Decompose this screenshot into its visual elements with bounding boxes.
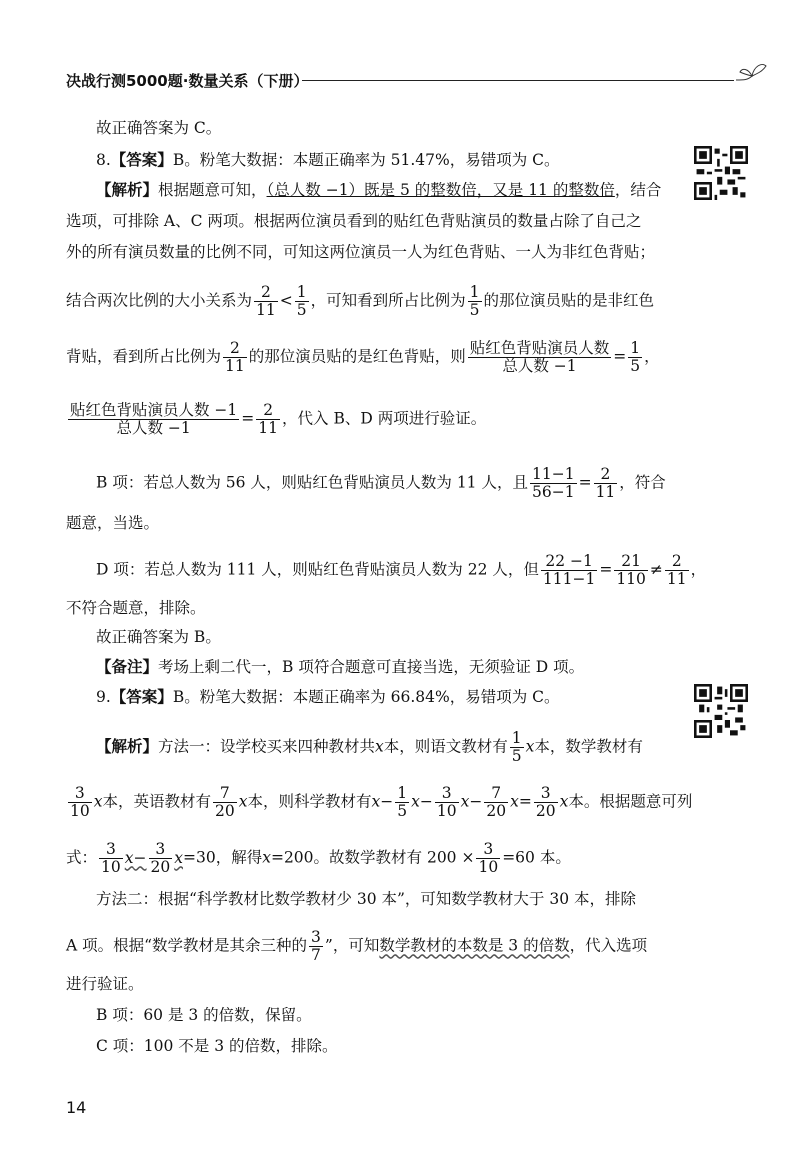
q9-answer: 9.【答案】B。粉笔大数据：本题正确率为 66.84%，易错项为 C。	[96, 687, 560, 706]
fraction: $\frac{2}{11}$	[595, 465, 616, 501]
q9-option-b: B 项：60 是 3 的倍数，保留。	[96, 1006, 312, 1024]
fraction: $\frac{2}{11}$	[258, 401, 279, 437]
fraction: $\frac{3}{10}$	[101, 840, 121, 876]
fraction: $\frac{1}{5}$	[397, 784, 408, 820]
q9-method1-line2: $\frac{3}{10}$ x本，英语教材有 $\frac{7}{20}$ x本，则科学教材有x− $\frac{1}{5}$ x− $\frac{3}{10}$ x− $\frac{7}{20}$ x= $\frac{3}{20}$ x本。根据题意可列	[70, 784, 693, 820]
q8-analysis-line1: 【解析】根据题意可知，（总人数 −1）既是 5 的整数倍，又是 11 的整数倍，结合	[96, 180, 662, 199]
q8-analysis-line5: 背贴，看到所占比例为 $\frac{2}{11}$ 的那位演员贴的是红色背贴，则 $\frac{\text{贴红色背贴演员人数}}{\text{总人数 −1}}$ = $\frac{1}{5}$ ，	[66, 339, 660, 375]
q8-analysis-line3: 外的所有演员数量的比例不同，可知这两位演员一人为红色背贴、一人为非红色背贴；	[66, 243, 656, 261]
q8-note: 【备注】考场上剩二代一，B 项符合题意可直接当选，无须验证 D 项。	[96, 657, 585, 676]
prev-conclusion: 故正确答案为 C。	[96, 119, 222, 137]
q8-answer: 8.【答案】B。粉笔大数据：本题正确率为 51.47%，易错项为 C。	[96, 150, 560, 169]
fraction: $\frac{3}{10}$	[478, 840, 499, 876]
q8-analysis-line6: $\frac{\text{贴红色背贴演员人数 −1}}{\text{总人数 −1}}$ = $\frac{2}{11}$ ，代入 B、D 两项进行验证。	[70, 401, 487, 437]
fraction: $\frac{1}{5}$	[511, 729, 522, 765]
qr-code-icon	[694, 684, 748, 738]
fraction: $\frac{3}{10}$	[70, 784, 90, 820]
q8-option-d: D 项：若总人数为 111 人，则贴红色背贴演员人数为 22 人，但 $\frac{22 -1}{111-1}$ = $\frac{21}{110}$ ≠ $\frac{2}{11}$ ，	[96, 552, 707, 588]
q8-analysis-line4: 结合两次比例的大小关系为 $\frac{2}{11}$ < $\frac{1}{5}$ ，可知看到所占比例为 $\frac{1}{5}$ 的那位演员贴的是非红色	[66, 283, 655, 319]
fraction: $\frac{7}{20}$	[486, 784, 507, 820]
sprout-icon	[734, 58, 770, 88]
fraction: $\frac{2}{11}$	[256, 283, 276, 319]
q8-option-d-cont: 不符合题意，排除。	[66, 599, 206, 617]
q8-analysis-line2: 选项，可排除 A、C 两项。根据两位演员看到的贴红色背贴演员的数量占除了自己之	[66, 212, 642, 230]
fraction: $\frac{1}{5}$	[469, 283, 480, 319]
header-rule	[302, 80, 734, 81]
qr-code-icon	[694, 146, 748, 200]
q8-option-b: B 项：若总人数为 56 人，则贴红色背贴演员人数为 11 人，且 $\frac{11-1}{56-1}$ = $\frac{2}{11}$ ，符合	[96, 465, 666, 501]
fraction: $\frac{\text{贴红色背贴演员人数 −1}}{\text{总人数 −1}}$	[70, 401, 238, 437]
fraction: $\frac{21}{110}$	[616, 552, 646, 588]
fraction: $\frac{3}{7}$	[311, 928, 321, 964]
q9-option-c: C 项：100 不是 3 的倍数，排除。	[96, 1037, 338, 1055]
fraction: $\frac{3}{10}$	[436, 784, 457, 820]
fraction: $\frac{22 -1}{111-1}$	[542, 552, 596, 588]
fraction: $\frac{3}{20}$	[150, 840, 171, 876]
fraction: $\frac{1}{5}$	[630, 339, 641, 375]
page-number: 14	[66, 1098, 87, 1117]
page-header	[66, 70, 756, 96]
fraction: $\frac{2}{11}$	[666, 552, 687, 588]
q8-conclusion: 故正确答案为 B。	[96, 628, 221, 646]
q9-method1-line1: 【解析】方法一：设学校买来四种教材共x本，则语文教材有 $\frac{1}{5}$ x本，数学教材有	[96, 729, 643, 765]
q9-method2-line1: 方法二：根据“科学教材比数学教材少 30 本”，可知数学教材大于 30 本，排除	[96, 890, 637, 908]
q9-method2-line2: A 项。根据“数学教材是其余三种的 $\frac{3}{7}$ ”，可知数学教材的本数是 3 的倍数，代入选项	[66, 928, 648, 964]
q8-option-b-cont: 题意，当选。	[66, 514, 160, 532]
fraction: $\frac{1}{5}$	[296, 283, 307, 319]
fraction: $\frac{2}{11}$	[225, 339, 245, 375]
fraction: $\frac{7}{20}$	[215, 784, 235, 820]
fraction: $\frac{11-1}{56-1}$	[531, 465, 575, 501]
fraction: $\frac{\text{贴红色背贴演员人数}}{\text{总人数 −1}}$	[469, 339, 610, 375]
book-title: 决战行测5000题·数量关系（下册）	[66, 72, 309, 90]
q9-method1-line3: 式： $\frac{3}{10}$ x− $\frac{3}{20}$ x=30，解得x=200。故数学教材有 200 × $\frac{3}{10}$ =60 本。	[66, 840, 571, 876]
fraction: $\frac{3}{20}$	[535, 784, 556, 820]
q9-method2-line3: 进行验证。	[66, 975, 144, 993]
